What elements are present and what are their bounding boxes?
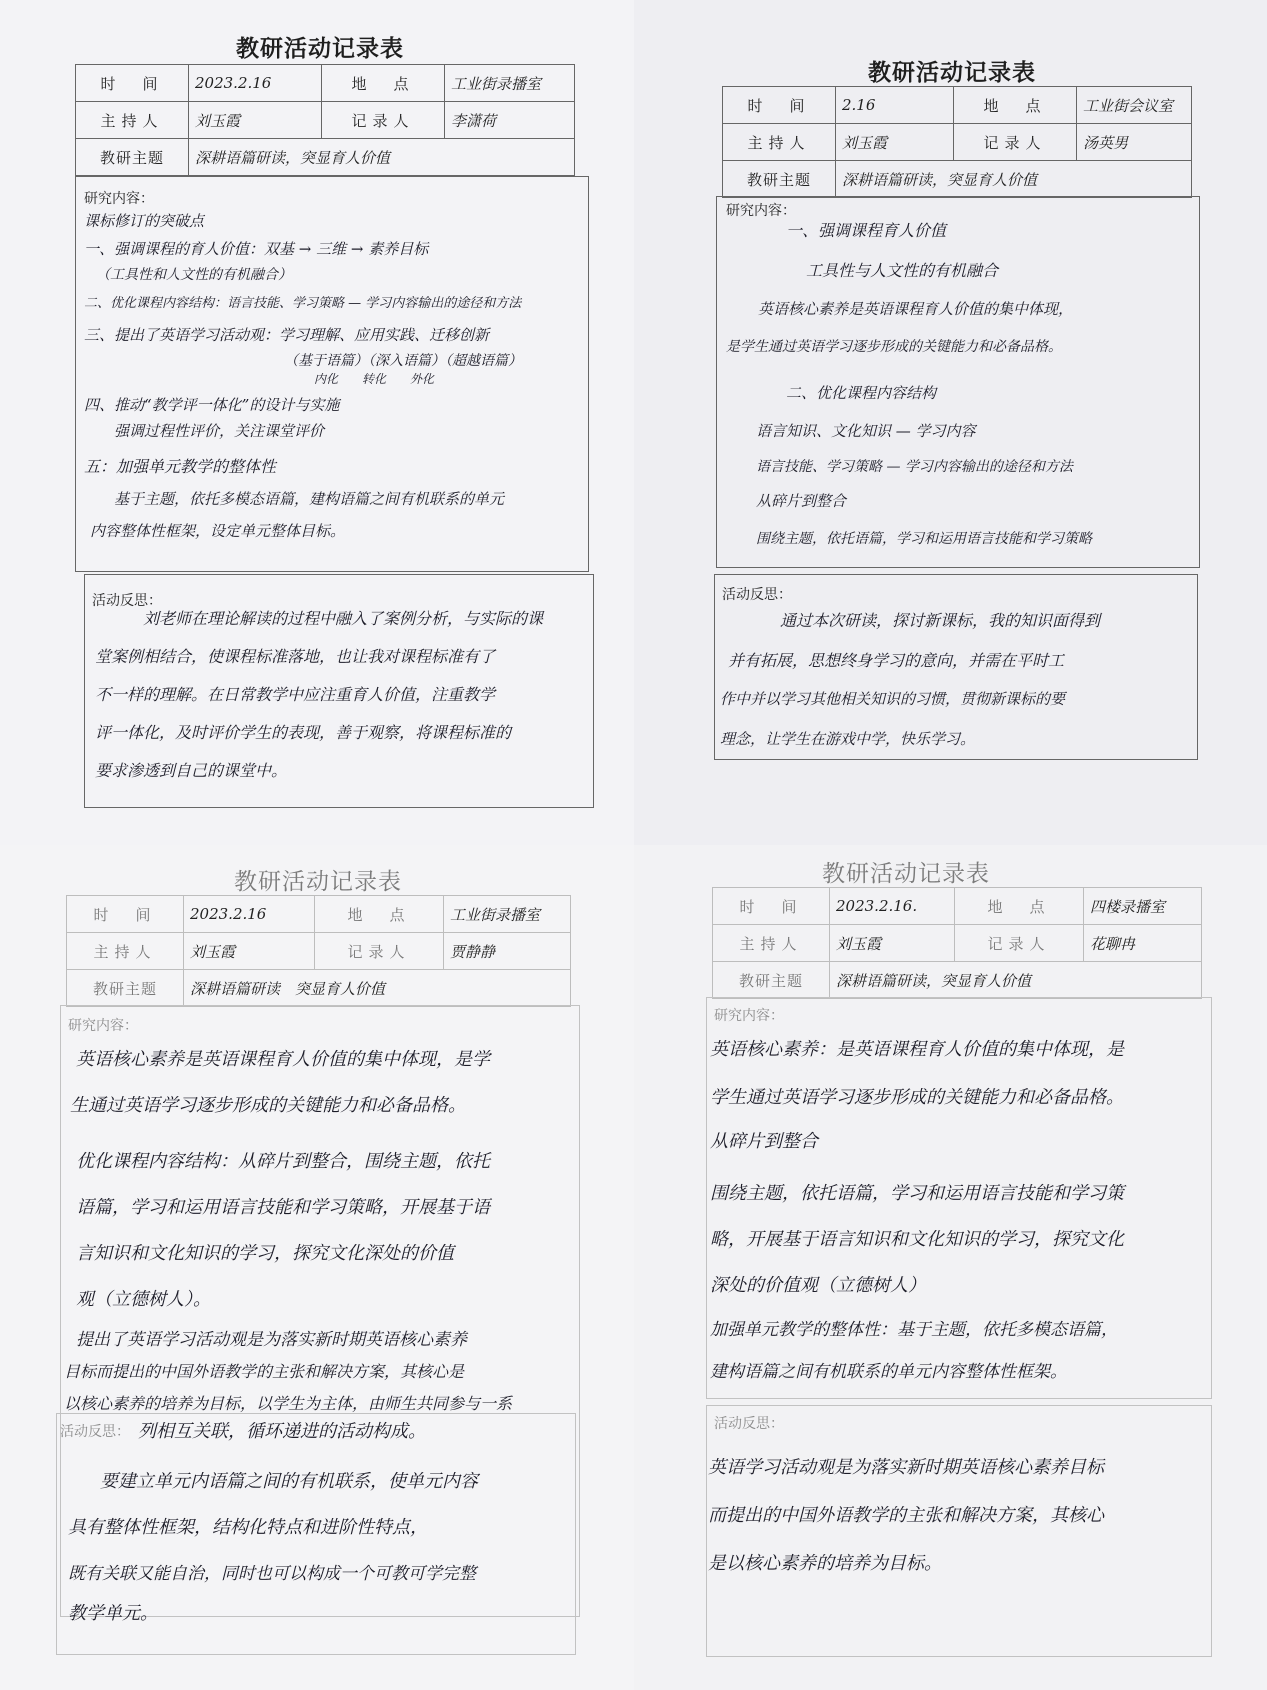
recorder-value: 汤英男 [1077, 124, 1192, 161]
content-line: 加强单元教学的整体性：基于主题，依托多模态语篇， [710, 1320, 1118, 1340]
content-line: 言知识和文化知识的学习，探究文化深处的价值 [76, 1243, 454, 1264]
recorder-value: 贾静静 [444, 933, 571, 970]
reflection-line: 具有整体性框架，结构化特点和进阶性特点， [68, 1517, 428, 1538]
theme-value: 深耕语篇研读 突显育人价值 [184, 970, 571, 1007]
content-line: 语言技能、学习策略 — 学习内容输出的途径和方法 [756, 459, 1073, 475]
content-lines [726, 218, 1194, 558]
content-lines [84, 210, 584, 550]
content-line: 一、强调课程育人价值 [786, 221, 947, 240]
reflection-line: 作中并以学习其他相关知识的习惯，贯彻新课标的要 [720, 690, 1066, 708]
reflection-line: 要求渗透到自己的课堂中。 [95, 761, 288, 780]
host-label: 主持人 [713, 925, 830, 962]
time-label: 时 间 [713, 888, 830, 925]
content-line: 提出了英语学习活动观是为落实新时期英语核心素养 [76, 1330, 467, 1350]
theme-value: 深耕语篇研读，突显育人价值 [836, 161, 1192, 198]
reflection-line: 并有拓展，思想终身学习的意向，并需在平时工 [728, 651, 1065, 670]
recorder-label: 记录人 [315, 933, 444, 970]
place-label: 地 点 [954, 87, 1077, 124]
info-table [722, 86, 1192, 198]
content-lines [64, 1045, 574, 1421]
content-line: 深处的价值观（立德树人） [710, 1275, 926, 1296]
host-label: 主持人 [723, 124, 836, 161]
form-title: 教研活动记录表 [822, 861, 990, 887]
recorder-value: 花聊冉 [1084, 925, 1202, 962]
recorder-label: 记录人 [954, 124, 1077, 161]
place-label: 地 点 [955, 888, 1084, 925]
reflection-line: 列相互关联，循环递进的活动构成。 [138, 1421, 426, 1442]
content-line: 三、提出了英语学习活动观：学习理解、应用实践、迁移创新 [84, 326, 490, 344]
content-line: 二、优化课程内容结构：语言技能、学习策略 — 学习内容输出的途径和方法 [84, 296, 522, 311]
reflection-line: 是以核心素养的培养为目标。 [708, 1553, 942, 1574]
content-line: （工具性和人文性的有机融合） [96, 267, 292, 283]
reflection-label: 活动反思： [722, 587, 792, 603]
time-value: 2.16 [836, 87, 954, 124]
reflection-line: 理念，让学生在游戏中学，快乐学习。 [720, 730, 976, 748]
content-line: 内化 转化 外化 [314, 372, 435, 386]
content-line: 略，开展基于语言知识和文化知识的学习，探究文化 [710, 1229, 1124, 1250]
content-label: 研究内容： [68, 1018, 138, 1034]
time-value: 2023.2.16 [184, 896, 315, 933]
content-line: 优化课程内容结构：从碎片到整合，围绕主题，依托 [76, 1151, 490, 1172]
reflection-line: 评一体化，及时评价学生的表现，善于观察，将课程标准的 [95, 723, 512, 742]
content-line: 内容整体性框架，设定单元整体目标。 [90, 522, 346, 540]
reflection-line: 堂案例相结合，使课程标准落地，也让我对课程标准有了 [95, 647, 496, 666]
form-photo-4 [634, 845, 1267, 1690]
reflection-line: 教学单元。 [68, 1603, 158, 1624]
content-line: 英语核心素养：是英语课程育人价值的集中体现，是 [710, 1039, 1124, 1060]
form-photo-2 [634, 0, 1267, 845]
theme-label: 教研主题 [713, 962, 830, 999]
time-value: 2023.2.16 [189, 65, 322, 102]
reflection-label: 活动反思： [714, 1416, 784, 1432]
recorder-label: 记录人 [322, 102, 445, 139]
reflection-lines [95, 606, 590, 796]
theme-value: 深耕语篇研读，突显育人价值 [830, 962, 1202, 999]
content-line: 是学生通过英语学习逐步形成的关键能力和必备品格。 [726, 339, 1062, 355]
form-photo-3 [0, 845, 634, 1690]
content-line: 一、强调课程的育人价值：双基 → 三维 → 素养目标 [84, 240, 429, 258]
host-label: 主持人 [67, 933, 184, 970]
content-line: 目标而提出的中国外语教学的主张和解决方案，其核心是 [64, 1362, 465, 1381]
time-label: 时 间 [76, 65, 189, 102]
reflection-lines [60, 1417, 572, 1629]
time-value: 2023.2.16. [830, 888, 955, 925]
reflection-label: 活动反思： [60, 1424, 130, 1440]
host-value: 刘玉霞 [189, 102, 322, 139]
content-label: 研究内容： [714, 1008, 784, 1024]
reflection-line: 既有关联又能自治，同时也可以构成一个可教可学完整 [68, 1564, 476, 1584]
theme-label: 教研主题 [76, 139, 189, 176]
content-lines [710, 1035, 1208, 1395]
form-photo-1 [0, 0, 634, 845]
reflection-label: 活动反思： [92, 593, 162, 609]
host-value: 刘玉霞 [830, 925, 955, 962]
recorder-value: 李潇荷 [445, 102, 575, 139]
reflection-lines [720, 608, 1192, 762]
recorder-label: 记录人 [955, 925, 1084, 962]
info-table [75, 64, 575, 176]
info-table [66, 895, 571, 1007]
content-line: 二、优化课程内容结构 [786, 384, 937, 402]
form-title: 教研活动记录表 [236, 35, 404, 62]
content-line: 英语核心素养是英语课程育人价值的集中体现， [758, 300, 1074, 318]
reflection-line: 而提出的中国外语教学的主张和解决方案，其核心 [708, 1505, 1104, 1526]
content-line: 语篇，学习和运用语言技能和学习策略，开展基于语 [76, 1197, 490, 1218]
form-title: 教研活动记录表 [868, 59, 1036, 86]
place-value: 工业街会议室 [1077, 87, 1192, 124]
place-label: 地 点 [315, 896, 444, 933]
content-label: 研究内容： [84, 191, 154, 207]
reflection-lines [708, 1453, 1208, 1589]
content-line: 从碎片到整合 [756, 492, 847, 510]
content-line: 建构语篇之间有机联系的单元内容整体性框架。 [710, 1362, 1067, 1382]
reflection-line: 英语学习活动观是为落实新时期英语核心素养目标 [708, 1457, 1104, 1478]
time-label: 时 间 [67, 896, 184, 933]
host-label: 主持人 [76, 102, 189, 139]
place-value: 工业街录播室 [445, 65, 575, 102]
content-line: 四、推动“教学评一体化”的设计与实施 [84, 396, 340, 414]
place-label: 地 点 [322, 65, 445, 102]
place-value: 四楼录播室 [1084, 888, 1202, 925]
theme-label: 教研主题 [67, 970, 184, 1007]
content-line: 观（立德树人）。 [76, 1289, 211, 1310]
content-line: 强调过程性评价，关注课堂评价 [114, 422, 325, 440]
reflection-line: 不一样的理解。在日常教学中应注重育人价值，注重教学 [95, 685, 496, 704]
content-line: 从碎片到整合 [710, 1131, 818, 1152]
reflection-line: 通过本次研读，探讨新课标，我的知识面得到 [780, 611, 1101, 630]
content-line: 工具性与人文性的有机融合 [806, 261, 999, 280]
content-label: 研究内容： [726, 203, 796, 219]
theme-value: 深耕语篇研读，突显育人价值 [189, 139, 575, 176]
host-value: 刘玉霞 [836, 124, 954, 161]
content-line: 以核心素养的培养为目标，以学生为主体，由师生共同参与一系 [64, 1394, 513, 1413]
theme-label: 教研主题 [723, 161, 836, 198]
reflection-line: 要建立单元内语篇之间的有机联系，使单元内容 [100, 1471, 478, 1492]
content-line: （基于语篇）（深入语篇）（超越语篇） [284, 353, 522, 369]
content-line: 英语核心素养是英语课程育人价值的集中体现，是学 [76, 1049, 490, 1070]
content-line: 课标修订的突破点 [84, 212, 205, 230]
content-line: 生通过英语学习逐步形成的关键能力和必备品格。 [70, 1095, 466, 1116]
content-line: 五：加强单元教学的整体性 [84, 457, 277, 476]
reflection-line: 刘老师在理论解读的过程中融入了案例分析，与实际的课 [143, 609, 544, 628]
form-title: 教研活动记录表 [234, 869, 402, 895]
content-line: 学生通过英语学习逐步形成的关键能力和必备品格。 [710, 1087, 1124, 1108]
host-value: 刘玉霞 [184, 933, 315, 970]
info-table [712, 887, 1202, 999]
content-line: 基于主题，依托多模态语篇，建构语篇之间有机联系的单元 [114, 490, 505, 508]
content-line: 围绕主题，依托语篇，学习和运用语言技能和学习策略 [756, 531, 1092, 547]
place-value: 工业街录播室 [444, 896, 571, 933]
content-line: 围绕主题，依托语篇，学习和运用语言技能和学习策 [710, 1183, 1124, 1204]
content-line: 语言知识、文化知识 — 学习内容 [756, 422, 976, 440]
time-label: 时 间 [723, 87, 836, 124]
